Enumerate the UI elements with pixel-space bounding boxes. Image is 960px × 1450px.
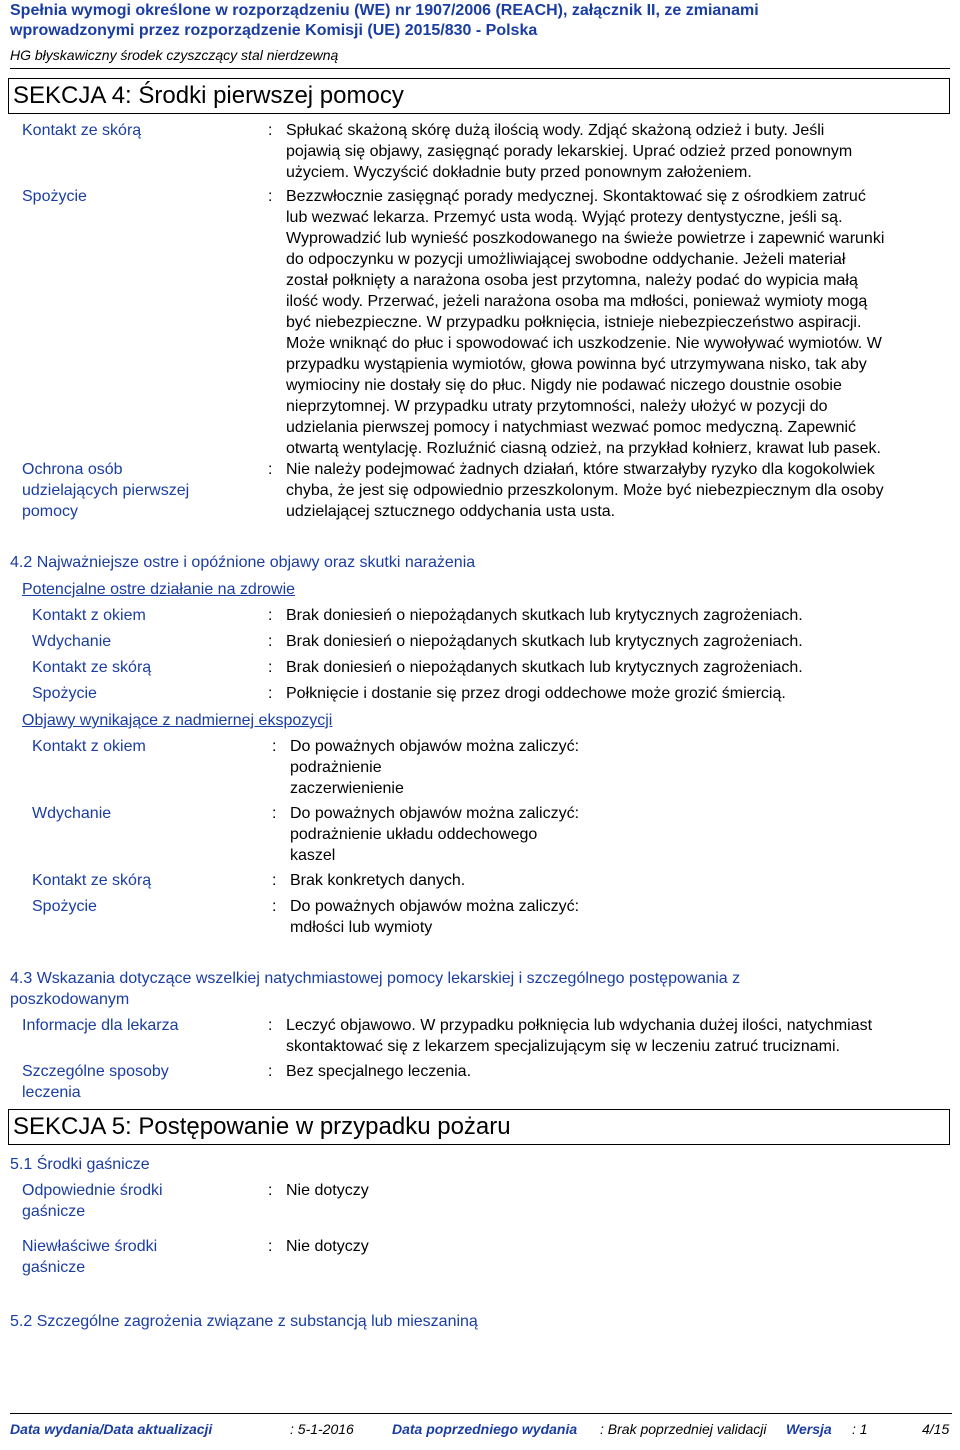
text-line: Spłukać skażoną skórę dużą ilością wody. Zdjąć skażoną odzież i buty. Jeśli bbox=[286, 122, 825, 139]
overexposure-ingestion-label: Spożycie bbox=[32, 898, 97, 915]
first-aider-protection-label bbox=[22, 459, 189, 522]
issue-date-label: Data wydania/Data aktualizacji bbox=[10, 1421, 213, 1437]
section-4-title: SEKCJA 4: Środki pierwszej pomocy bbox=[8, 78, 950, 114]
label-line: gaśnicze bbox=[22, 1259, 86, 1276]
acute-inhalation-label: Wdychanie bbox=[32, 633, 112, 650]
ingestion-text bbox=[286, 186, 884, 459]
product-name: HG błyskawiczny środek czyszczący stal nierdzewną bbox=[10, 47, 339, 63]
header-divider bbox=[10, 68, 950, 69]
overexposure-skin-label: Kontakt ze skórą bbox=[32, 872, 152, 889]
text-line: nieprzytomnej. W przypadku utraty przytomności, należy ułożyć w pozycji do bbox=[286, 398, 828, 415]
issue-date-value: : 5-1-2016 bbox=[290, 1421, 354, 1437]
version-label: Wersja bbox=[786, 1421, 832, 1437]
acute-ingestion-text: Połknięcie i dostanie się przez drogi oddechowe może grozić śmiercią. bbox=[286, 685, 786, 702]
text-line: być niebezpieczne. W przypadku połknięcia, istnieje niebezpieczeństwo aspiracji. bbox=[286, 314, 862, 331]
regulation-title-line-2: wprowadzonymi przez rozporządzenie Komisji (UE) 2015/830 - Polska bbox=[10, 22, 538, 39]
colon: : bbox=[268, 122, 273, 139]
overexposure-inhalation-label: Wdychanie bbox=[32, 805, 112, 822]
overexposure-skin-text: Brak konkretych danych. bbox=[290, 872, 466, 889]
colon: : bbox=[268, 1182, 273, 1199]
acute-effects-title: Potencjalne ostre działanie na zdrowie bbox=[22, 581, 296, 598]
page-number: 4/15 bbox=[922, 1421, 950, 1437]
text-line: Do poważnych objawów można zaliczyć: bbox=[290, 898, 580, 915]
overexposure-inhalation-text bbox=[290, 803, 579, 866]
text-line: skontaktować się z lekarzem specjalizującym się w leczeniu zatruć truciznami. bbox=[286, 1038, 840, 1055]
page-footer bbox=[10, 1413, 952, 1440]
label-line: Ochrona osób bbox=[22, 461, 123, 478]
colon: : bbox=[268, 607, 273, 624]
acute-skin-label: Kontakt ze skórą bbox=[32, 659, 152, 676]
subsection-4-2-title: 4.2 Najważniejsze ostre i opóźnione objawy oraz skutki narażenia bbox=[10, 554, 476, 571]
regulation-title-line-1: Spełnia wymogi określone w rozporządzeniu (WE) nr 1907/2006 (REACH), załącznik II, ze zmianami bbox=[10, 2, 759, 19]
doctor-info-label: Informacje dla lekarza bbox=[22, 1017, 179, 1034]
overexposure-eye-text bbox=[290, 736, 579, 799]
suitable-media-label bbox=[22, 1180, 163, 1222]
colon: : bbox=[272, 738, 277, 755]
overexposure-eye-label: Kontakt z okiem bbox=[32, 738, 146, 755]
label-line: udzielających pierwszej bbox=[22, 482, 190, 499]
acute-skin-text: Brak doniesień o niepożądanych skutkach lub krytycznych zagrożeniach. bbox=[286, 659, 803, 676]
overexposure-title: Objawy wynikające z nadmiernej ekspozycji bbox=[22, 712, 333, 729]
acute-ingestion-label: Spożycie bbox=[32, 685, 97, 702]
unsuitable-media-label bbox=[22, 1236, 157, 1278]
suitable-media-text: Nie dotyczy bbox=[286, 1182, 369, 1199]
text-line: został połknięty a narażona osoba jest przytomna, należy podać do wypicia małą bbox=[286, 272, 858, 289]
skin-contact-label: Kontakt ze skórą bbox=[22, 122, 142, 139]
subsection-5-2-title: 5.2 Szczególne zagrożenia związane z substancją lub mieszaniną bbox=[10, 1313, 478, 1330]
special-treatment-label bbox=[22, 1061, 169, 1103]
doctor-info-text bbox=[286, 1015, 872, 1057]
text-line: użyciem. Wyczyścić dokładnie buty przed ponownym założeniem. bbox=[286, 164, 752, 181]
label-line: leczenia bbox=[22, 1084, 81, 1101]
colon: : bbox=[268, 659, 273, 676]
title-line: poszkodowanym bbox=[10, 991, 130, 1008]
title-line: 4.3 Wskazania dotyczące wszelkiej natychmiastowej pomocy lekarskiej i szczególnego postępowania z bbox=[10, 970, 741, 987]
acute-eye-text: Brak doniesień o niepożądanych skutkach lub krytycznych zagrożeniach. bbox=[286, 607, 803, 624]
text-line: podrażnienie układu oddechowego bbox=[290, 826, 538, 843]
text-line: kaszel bbox=[290, 847, 336, 864]
previous-issue-label: Data poprzedniego wydania bbox=[392, 1421, 578, 1437]
text-line: Wyprowadzić lub wynieść poszkodowanego na świeże powietrze i zapewnić warunki bbox=[286, 230, 885, 247]
previous-issue-value: : Brak poprzedniej validacji bbox=[600, 1421, 767, 1437]
text-line: do odpoczynku w pozycji umożliwiającej swobodne oddychanie. Jeżeli materiał bbox=[286, 251, 846, 268]
label-line: pomocy bbox=[22, 503, 79, 520]
text-line: zaczerwienienie bbox=[290, 780, 404, 797]
text-line: przypadku wystąpienia wymiotów, głowa powinna być utrzymywana nisko, tak aby bbox=[286, 356, 867, 373]
text-line: Do poważnych objawów można zaliczyć: bbox=[290, 805, 580, 822]
text-line: podrażnienie bbox=[290, 759, 382, 776]
acute-inhalation-text: Brak doniesień o niepożądanych skutkach lub krytycznych zagrożeniach. bbox=[286, 633, 803, 650]
text-line: udzielającej sztucznego oddychania usta usta. bbox=[286, 503, 616, 520]
text-line: otwartą wentylację. Rozluźnić ciasną odzież, na przykład kołnierz, krawat lub pasek. bbox=[286, 440, 881, 457]
version-value: : 1 bbox=[852, 1421, 868, 1437]
special-treatment-text: Bez specjalnego leczenia. bbox=[286, 1063, 472, 1080]
text-line: Może wniknąć do płuc i spowodować ich uszkodzenie. Nie wywoływać wymiotów. W bbox=[286, 335, 882, 352]
colon: : bbox=[268, 1238, 273, 1255]
text-line: wymiociny nie dostały się do płuc. Nigdy nie podawać niczego doustnie osobie bbox=[286, 377, 842, 394]
label-line: gaśnicze bbox=[22, 1203, 86, 1220]
text-line: lub wezwać lekarza. Przemyć usta wodą. Wyjąć protezy dentystyczne, jeśli są. bbox=[286, 209, 843, 226]
colon: : bbox=[268, 461, 273, 478]
label-line: Odpowiednie środki bbox=[22, 1182, 163, 1199]
first-aider-protection-text bbox=[286, 459, 884, 522]
ingestion-label: Spożycie bbox=[22, 188, 87, 205]
skin-contact-text bbox=[286, 120, 852, 183]
colon: : bbox=[268, 1063, 273, 1080]
text-line: mdłości lub wymioty bbox=[290, 919, 433, 936]
text-line: udzielania pierwszej pomocy i natychmiast wezwać pomoc medyczną. Zapewnić bbox=[286, 419, 857, 436]
colon: : bbox=[272, 805, 277, 822]
text-line: Bezzwłocznie zasięgnąć porady medycznej. Skontaktować się z ośrodkiem zatruć bbox=[286, 188, 866, 205]
colon: : bbox=[268, 1017, 273, 1034]
colon: : bbox=[272, 872, 277, 889]
colon: : bbox=[268, 188, 273, 205]
label-line: Niewłaściwe środki bbox=[22, 1238, 158, 1255]
subsection-4-3-title bbox=[10, 968, 740, 1010]
text-line: Do poważnych objawów można zaliczyć: bbox=[290, 738, 580, 755]
text-line: Nie należy podejmować żadnych działań, które stwarzałyby ryzyko dla kogokolwiek bbox=[286, 461, 875, 478]
acute-eye-label: Kontakt z okiem bbox=[32, 607, 146, 624]
colon: : bbox=[272, 898, 277, 915]
subsection-5-1-title: 5.1 Środki gaśnicze bbox=[10, 1156, 150, 1173]
unsuitable-media-text: Nie dotyczy bbox=[286, 1238, 369, 1255]
colon: : bbox=[268, 633, 273, 650]
label-line: Szczególne sposoby bbox=[22, 1063, 169, 1080]
text-line: Leczyć objawowo. W przypadku połknięcia lub wdychania dużej ilości, natychmiast bbox=[286, 1017, 873, 1034]
text-line: pojawią się objawy, zasięgnąć porady lekarskiej. Uprać odzież przed ponownym bbox=[286, 143, 853, 160]
overexposure-ingestion-text bbox=[290, 896, 579, 938]
colon: : bbox=[268, 685, 273, 702]
text-line: chyba, że jest się odpowiednio przeszkolonym. Może być niebezpiecznym dla osoby bbox=[286, 482, 884, 499]
text-line: ilość wody. Przerwać, jeżeli narażona osoba ma mdłości, ponieważ wymioty mogą bbox=[286, 293, 868, 310]
section-5-title: SEKCJA 5: Postępowanie w przypadku pożaru bbox=[8, 1109, 950, 1145]
